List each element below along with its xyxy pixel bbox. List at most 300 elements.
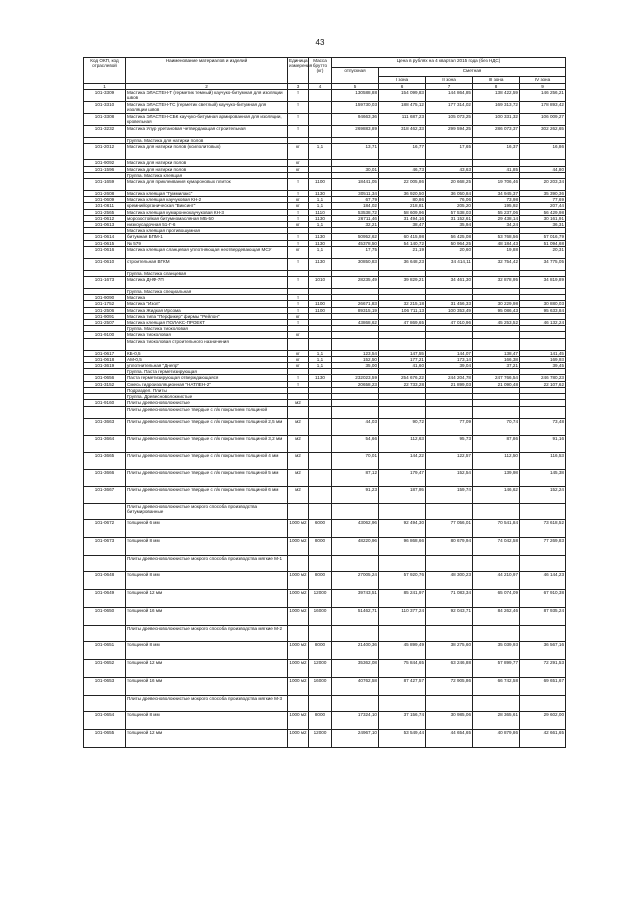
cell-zone-1-price: 32 215,18: [379, 301, 426, 307]
cell-zone-4-price: [520, 625, 566, 641]
cell-unit: т: [288, 179, 309, 191]
cell-name: толщиной 8 мм: [126, 571, 288, 589]
cell-code: [84, 406, 126, 418]
cell-name: строительная ВГКМ: [126, 258, 288, 270]
cell-code: 101-1596: [84, 166, 126, 172]
cell-code: 101-3666: [84, 469, 126, 486]
cell-wholesale-price: 48220,96: [332, 537, 379, 555]
cell-code: 101-0650: [84, 607, 126, 625]
cell-zone-4-price: 77 269,83: [520, 537, 566, 555]
cell-zone-1-price: 22 005,86: [379, 179, 426, 191]
cell-unit: кг: [288, 222, 309, 228]
cell-zone-4-price: [520, 503, 566, 519]
cell-name: Мастика клеящая сланцевая уплотняющая неотвердевающая МСУ: [126, 246, 288, 258]
cell-zone-3-price: 16,37: [473, 144, 520, 160]
cell-zone-2-price: 47 010,96: [426, 320, 473, 326]
cell-zone-3-price: 87,86: [473, 435, 520, 452]
cell-mass: 8000: [309, 571, 332, 589]
cell-code: 101-3310: [84, 102, 126, 114]
table-row: [84, 435, 566, 452]
cell-zone-3-price: 40 879,86: [473, 729, 520, 747]
cell-zone-1-price: [379, 695, 426, 711]
header-mass: Масса брутто (кг): [309, 58, 332, 84]
cell-name: Плиты древесноволокнистые мокрого способа производства мягкие М-2: [126, 625, 288, 641]
cell-wholesale-price: 17,75: [332, 246, 379, 258]
cell-zone-2-price: 105 073,25: [426, 114, 473, 126]
table-row: [84, 258, 566, 270]
cell-name: толщиной 8 мм: [126, 537, 288, 555]
cell-unit: т: [288, 102, 309, 114]
cell-unit: кг: [288, 313, 309, 319]
cell-name: толщиной 16 мм: [126, 677, 288, 695]
cell-zone-3-price: 166,38: [473, 356, 520, 362]
cell-wholesale-price: 89315,19: [332, 307, 379, 313]
cell-wholesale-price: 35,00: [332, 363, 379, 369]
cell-unit: 1000 м2: [288, 641, 309, 659]
cell-zone-3-price: 74 042,58: [473, 537, 520, 555]
cell-zone-2-price: 177 314,02: [426, 102, 473, 114]
cell-zone-2-price: [426, 695, 473, 711]
cell-zone-2-price: 77 056,01: [426, 519, 473, 537]
cell-zone-2-price: 57 538,03: [426, 209, 473, 215]
cell-zone-2-price: 152,54: [426, 469, 473, 486]
table-row: [84, 114, 566, 126]
cell-name: Мастика клеящая кумароннокаучуковая КН-3: [126, 209, 288, 215]
cell-code: 101-9092: [84, 160, 126, 166]
cell-name: Мастика для приклеивания кумароновых плиток: [126, 179, 288, 191]
price-table: [83, 57, 566, 748]
cell-zone-1-price: [379, 503, 426, 519]
header-unit: Единица измерения: [288, 58, 309, 84]
cell-zone-4-price: 20,31: [520, 246, 566, 258]
header-zone-3: III зона: [473, 77, 520, 84]
cell-zone-4-price: 39,45: [520, 363, 566, 369]
cell-code: 101-3308: [84, 114, 126, 126]
cell-code: 101-0651: [84, 641, 126, 659]
cell-zone-2-price: 34 414,11: [426, 258, 473, 270]
cell-name: Мастика Жидкая Ирсома: [126, 307, 288, 313]
cell-name: Мастика клеящая каучуковая КН-2: [126, 197, 288, 203]
cell-zone-2-price: 50 964,25: [426, 240, 473, 246]
cell-unit: кг: [288, 356, 309, 362]
cell-zone-3-price: [473, 503, 520, 519]
cell-unit: т: [288, 114, 309, 126]
cell-name: Плиты древесноволокнистые мокрого способа производства битумированные: [126, 503, 288, 519]
cell-zone-4-price: [520, 406, 566, 418]
cell-wholesale-price: 17324,10: [332, 711, 379, 729]
cell-name: Мастика ЭЛАСТЕН-ТС (герметик светлый) каучуко-битумная для изоляции швов: [126, 102, 288, 114]
cell-zone-1-price: [379, 338, 426, 350]
cell-zone-1-price: 92 494,30: [379, 519, 426, 537]
cell-unit: т: [288, 375, 309, 381]
cell-name: Мастика клеящая противошумная: [126, 228, 288, 234]
table-row: [84, 555, 566, 571]
cell-zone-1-price: 106 711,13: [379, 307, 426, 313]
cell-unit: [288, 338, 309, 350]
cell-name: Плиты древесноволокнистые твердые с л/к покрытием толщиной 6 мм: [126, 486, 288, 503]
cell-zone-2-price: 205,20: [426, 203, 473, 209]
cell-zone-2-price: 244 204,78: [426, 375, 473, 381]
cell-zone-4-price: 145,38: [520, 469, 566, 486]
cell-zone-4-price: 87 935,24: [520, 607, 566, 625]
cell-mass: 1130: [309, 375, 332, 381]
cell-unit: [288, 555, 309, 571]
cell-zone-2-price: [426, 625, 473, 641]
cell-code: 101-2506: [84, 307, 126, 313]
table-header: [84, 58, 566, 90]
cell-zone-3-price: [473, 625, 520, 641]
cell-zone-3-price: [473, 695, 520, 711]
table-row: [84, 277, 566, 289]
cell-unit: т: [288, 234, 309, 240]
cell-unit: т: [288, 307, 309, 313]
cell-name: толщиной 12 мм: [126, 589, 288, 607]
cell-unit: т: [288, 209, 309, 215]
cell-zone-3-price: 139,98: [473, 469, 520, 486]
cell-mass: 1100: [309, 307, 332, 313]
cell-zone-4-price: 29 602,00: [520, 711, 566, 729]
cell-zone-3-price: 169 313,72: [473, 102, 520, 114]
column-number: 4: [309, 84, 332, 90]
cell-zone-1-price: 90,72: [379, 418, 426, 435]
cell-zone-3-price: 138,47: [473, 350, 520, 356]
column-number: 8: [473, 84, 520, 90]
cell-unit: [288, 695, 309, 711]
cell-zone-2-price: 56 425,08: [426, 234, 473, 240]
cell-name: Мастика для натирки полов (ксилолитовых): [126, 144, 288, 160]
cell-wholesale-price: 13,71: [332, 144, 379, 160]
cell-zone-3-price: 32 754,42: [473, 258, 520, 270]
cell-mass: 1110: [309, 209, 332, 215]
cell-zone-2-price: 122,57: [426, 452, 473, 469]
cell-zone-4-price: 30 880,03: [520, 301, 566, 307]
cell-zone-2-price: [426, 338, 473, 350]
cell-unit: кг: [288, 197, 309, 203]
cell-mass: [309, 555, 332, 571]
cell-wholesale-price: [332, 555, 379, 571]
cell-zone-3-price: [473, 338, 520, 350]
cell-zone-4-price: 35 390,36: [520, 191, 566, 197]
cell-zone-4-price: 77,69: [520, 197, 566, 203]
header-zone-1: I зона: [379, 77, 426, 84]
cell-zone-4-price: 44,80: [520, 166, 566, 172]
cell-unit: т: [288, 258, 309, 270]
cell-zone-2-price: 144 864,85: [426, 90, 473, 102]
cell-name: толщиной 8 мм: [126, 641, 288, 659]
cell-mass: 1,1: [309, 363, 332, 369]
table-row: [84, 537, 566, 555]
cell-mass: 1,1: [309, 197, 332, 203]
cell-zone-4-price: [520, 695, 566, 711]
cell-unit: кг: [288, 166, 309, 172]
cell-name: толщиной 12 мм: [126, 729, 288, 747]
cell-name: уплотнительная "Днепр": [126, 363, 288, 369]
cell-code: 101-0672: [84, 519, 126, 537]
cell-mass: 16000: [309, 677, 332, 695]
cell-zone-3-price: 57 899,77: [473, 659, 520, 677]
cell-zone-1-price: 22 733,28: [379, 381, 426, 387]
cell-unit: кг: [288, 363, 309, 369]
cell-unit: кг: [288, 350, 309, 356]
cell-zone-1-price: 47 869,65: [379, 320, 426, 326]
cell-name: Плиты древесноволокнистые: [126, 400, 288, 406]
cell-zone-3-price: 100 331,32: [473, 114, 520, 126]
cell-wholesale-price: 45378,50: [332, 240, 379, 246]
cell-zone-1-price: [379, 555, 426, 571]
cell-zone-2-price: 76,06: [426, 197, 473, 203]
cell-wholesale-price: 20658,23: [332, 381, 379, 387]
cell-zone-1-price: 45 899,49: [379, 641, 426, 659]
table-row: [84, 729, 566, 747]
cell-zone-2-price: 35,94: [426, 222, 473, 228]
cell-zone-3-price: 70,74: [473, 418, 520, 435]
cell-unit: кг: [288, 160, 309, 166]
cell-code: 101-3664: [84, 435, 126, 452]
cell-name: Мастика типа "Перфикер" фирмы "Рейлон": [126, 313, 288, 319]
cell-code: 101-0655: [84, 729, 126, 747]
cell-zone-2-price: 34 461,30: [426, 277, 473, 289]
cell-zone-2-price: 71 083,34: [426, 589, 473, 607]
cell-code: [84, 555, 126, 571]
table-row: [84, 418, 566, 435]
cell-zone-1-price: 154 099,83: [379, 90, 426, 102]
cell-zone-3-price: 146,62: [473, 486, 520, 503]
cell-unit: 1000 м2: [288, 729, 309, 747]
cell-mass: 1010: [309, 277, 332, 289]
cell-mass: 1,1: [309, 144, 332, 160]
table-row: [84, 406, 566, 418]
column-number: 3: [288, 84, 309, 90]
cell-code: 101-0648: [84, 571, 126, 589]
cell-zone-4-price: 69 651,67: [520, 677, 566, 695]
cell-zone-2-price: 17,65: [426, 144, 473, 160]
cell-wholesale-price: [332, 625, 379, 641]
cell-name: Мастика ЭЛАСТЕН-Т (герметик темный) каучуко-битумная для изоляции швов: [126, 90, 288, 102]
cell-code: [84, 503, 126, 519]
cell-unit: м2: [288, 418, 309, 435]
cell-name: Мастика для натирки полов: [126, 166, 288, 172]
cell-mass: [309, 452, 332, 469]
cell-zone-1-price: 179,47: [379, 469, 426, 486]
cell-zone-4-price: 95 633,84: [520, 307, 566, 313]
cell-unit: 1000 м2: [288, 519, 309, 537]
table-row: [84, 179, 566, 191]
cell-zone-4-price: 46 132,24: [520, 320, 566, 326]
cell-wholesale-price: 87,12: [332, 469, 379, 486]
header-zone-4: IV зона: [520, 77, 566, 84]
cell-name: Смесь гидроизоляционная "НАТЛЕН-2": [126, 381, 288, 387]
cell-name: Паста герметизирующая отверждающаяся: [126, 375, 288, 381]
cell-code: 101-0652: [84, 659, 126, 677]
cell-zone-3-price: 41,85: [473, 166, 520, 172]
cell-code: 101-0649: [84, 589, 126, 607]
cell-mass: 1100: [309, 301, 332, 307]
cell-zone-1-price: 16,77: [379, 144, 426, 160]
cell-zone-3-price: 37,21: [473, 363, 520, 369]
cell-wholesale-price: 232023,59: [332, 375, 379, 381]
cell-zone-4-price: 46 144,23: [520, 571, 566, 589]
cell-mass: [309, 469, 332, 486]
cell-zone-4-price: 72 291,53: [520, 659, 566, 677]
cell-wholesale-price: 30,01: [332, 166, 379, 172]
cell-zone-2-price: 95,73: [426, 435, 473, 452]
cell-name: Группа. Древесноволокнистые: [126, 394, 288, 400]
cell-zone-3-price: 29 438,14: [473, 215, 520, 221]
column-number: 2: [126, 84, 288, 90]
column-number: 5: [332, 84, 379, 90]
cell-zone-2-price: 31 456,33: [426, 301, 473, 307]
cell-zone-1-price: 318 462,33: [379, 126, 426, 138]
cell-unit: м2: [288, 486, 309, 503]
cell-zone-3-price: 65 074,09: [473, 589, 520, 607]
cell-zone-1-price: 187,95: [379, 486, 426, 503]
cell-mass: 16000: [309, 607, 332, 625]
cell-code: 101-0610: [84, 258, 126, 270]
cell-zone-1-price: 80,86: [379, 197, 426, 203]
cell-zone-1-price: 58 609,96: [379, 209, 426, 215]
cell-wholesale-price: 21400,36: [332, 641, 379, 659]
cell-zone-2-price: 38 275,60: [426, 641, 473, 659]
cell-code: [84, 625, 126, 641]
cell-wholesale-price: 70,01: [332, 452, 379, 469]
cell-zone-2-price: 20 668,25: [426, 179, 473, 191]
cell-zone-3-price: 35 039,93: [473, 641, 520, 659]
cell-name: Мастика для натирки полов: [126, 160, 288, 166]
cell-unit: 1000 м2: [288, 711, 309, 729]
cell-zone-3-price: 45 253,52: [473, 320, 520, 326]
cell-zone-4-price: 57 016,79: [520, 234, 566, 240]
cell-mass: 1,1: [309, 350, 332, 356]
cell-zone-2-price: 36 050,84: [426, 191, 473, 197]
cell-zone-3-price: 286 073,37: [473, 126, 520, 138]
cell-unit: т: [288, 240, 309, 246]
cell-zone-1-price: 31 494,16: [379, 215, 426, 221]
cell-mass: 1130: [309, 258, 332, 270]
table-row: [84, 102, 566, 114]
cell-code: 101-0654: [84, 711, 126, 729]
cell-mass: 8000: [309, 641, 332, 659]
cell-wholesale-price: 123,54: [332, 350, 379, 356]
cell-unit: м2: [288, 469, 309, 486]
cell-zone-1-price: 85 241,97: [379, 589, 426, 607]
header-zone-2: II зона: [426, 77, 473, 84]
cell-code: 101-3619: [84, 363, 126, 369]
table-row: [84, 452, 566, 469]
cell-unit: т: [288, 320, 309, 326]
cell-zone-3-price: 28 365,61: [473, 711, 520, 729]
cell-zone-4-price: 178 893,42: [520, 102, 566, 114]
cell-zone-4-price: 67 910,38: [520, 589, 566, 607]
cell-zone-3-price: 53 768,56: [473, 234, 520, 240]
table-row: [84, 469, 566, 486]
cell-code: 101-9091: [84, 313, 126, 319]
cell-zone-3-price: [473, 555, 520, 571]
cell-wholesale-price: [332, 503, 379, 519]
cell-mass: [309, 435, 332, 452]
cell-zone-4-price: 36 567,16: [520, 641, 566, 659]
cell-code: 101-0617: [84, 350, 126, 356]
cell-zone-4-price: 51 094,68: [520, 240, 566, 246]
cell-wholesale-price: 32,21: [332, 222, 379, 228]
cell-wholesale-price: 27005,24: [332, 571, 379, 589]
cell-code: 101-0614: [84, 234, 126, 240]
cell-zone-4-price: 246 780,23: [520, 375, 566, 381]
cell-wholesale-price: 43868,62: [332, 320, 379, 326]
cell-wholesale-price: 152,50: [332, 356, 379, 362]
cell-zone-4-price: 207,44: [520, 203, 566, 209]
cell-code: 101-9160: [84, 400, 126, 406]
cell-name: толщиной 6 мм: [126, 519, 288, 537]
cell-zone-1-price: 218,81: [379, 203, 426, 209]
cell-code: 101-0609: [84, 197, 126, 203]
cell-name: Мастика ДНФ-7П: [126, 277, 288, 289]
cell-mass: [309, 90, 332, 102]
cell-unit: м2: [288, 400, 309, 406]
cell-code: 101-9100: [84, 332, 126, 338]
cell-mass: 6000: [309, 519, 332, 537]
cell-zone-1-price: 112,63: [379, 435, 426, 452]
cell-zone-1-price: 254 676,22: [379, 375, 426, 381]
cell-zone-3-price: 84 262,46: [473, 607, 520, 625]
cell-unit: м2: [288, 452, 309, 469]
cell-unit: кг: [288, 246, 309, 258]
cell-mass: 1130: [309, 240, 332, 246]
cell-zone-1-price: 57 920,76: [379, 571, 426, 589]
column-number: 7: [426, 84, 473, 90]
cell-unit: т: [288, 277, 309, 289]
cell-wholesale-price: 35362,08: [332, 659, 379, 677]
cell-zone-3-price: 95 086,43: [473, 307, 520, 313]
cell-wholesale-price: 18441,05: [332, 179, 379, 191]
table-row: [84, 519, 566, 537]
cell-name: Мастика тиоколовая: [126, 332, 288, 338]
cell-zone-4-price: 169,93: [520, 356, 566, 362]
cell-zone-2-price: 21 899,03: [426, 381, 473, 387]
column-number: 1: [84, 84, 126, 90]
cell-zone-4-price: 106 009,27: [520, 114, 566, 126]
cell-zone-2-price: 20,60: [426, 246, 473, 258]
cell-zone-3-price: 19,88: [473, 246, 520, 258]
cell-zone-3-price: 55 237,06: [473, 209, 520, 215]
cell-name: Группа. Паста герметизирующая: [126, 369, 288, 375]
cell-name: Плиты древесноволокнистые твердые с л/к покрытием толщиной 4 мм: [126, 452, 288, 469]
cell-code: 101-0656: [84, 375, 126, 381]
cell-wholesale-price: 51462,71: [332, 607, 379, 625]
cell-zone-3-price: 195,92: [473, 203, 520, 209]
cell-mass: 1,1: [309, 222, 332, 228]
cell-mass: 8000: [309, 711, 332, 729]
cell-code: 101-3667: [84, 486, 126, 503]
cell-wholesale-price: 184,02: [332, 203, 379, 209]
table-row: [84, 695, 566, 711]
cell-unit: 1000 м2: [288, 607, 309, 625]
cell-zone-3-price: [473, 406, 520, 418]
cell-zone-2-price: 43,63: [426, 166, 473, 172]
cell-zone-1-price: 37 156,74: [379, 711, 426, 729]
cell-mass: 8000: [309, 537, 332, 555]
cell-unit: кг: [288, 332, 309, 338]
cell-unit: т: [288, 90, 309, 102]
cell-name: Плиты древесноволокнистые мокрого способа производства мягкие М-3: [126, 695, 288, 711]
cell-wholesale-price: 53538,72: [332, 209, 379, 215]
cell-zone-1-price: 96 868,66: [379, 537, 426, 555]
cell-unit: т: [288, 215, 309, 221]
cell-name: Группа. Мастика специальная: [126, 289, 288, 295]
cell-code: 101-0653: [84, 677, 126, 695]
cell-wholesale-price: 43062,96: [332, 519, 379, 537]
cell-zone-1-price: 147,55: [379, 350, 426, 356]
cell-name: Мастика: [126, 295, 288, 301]
